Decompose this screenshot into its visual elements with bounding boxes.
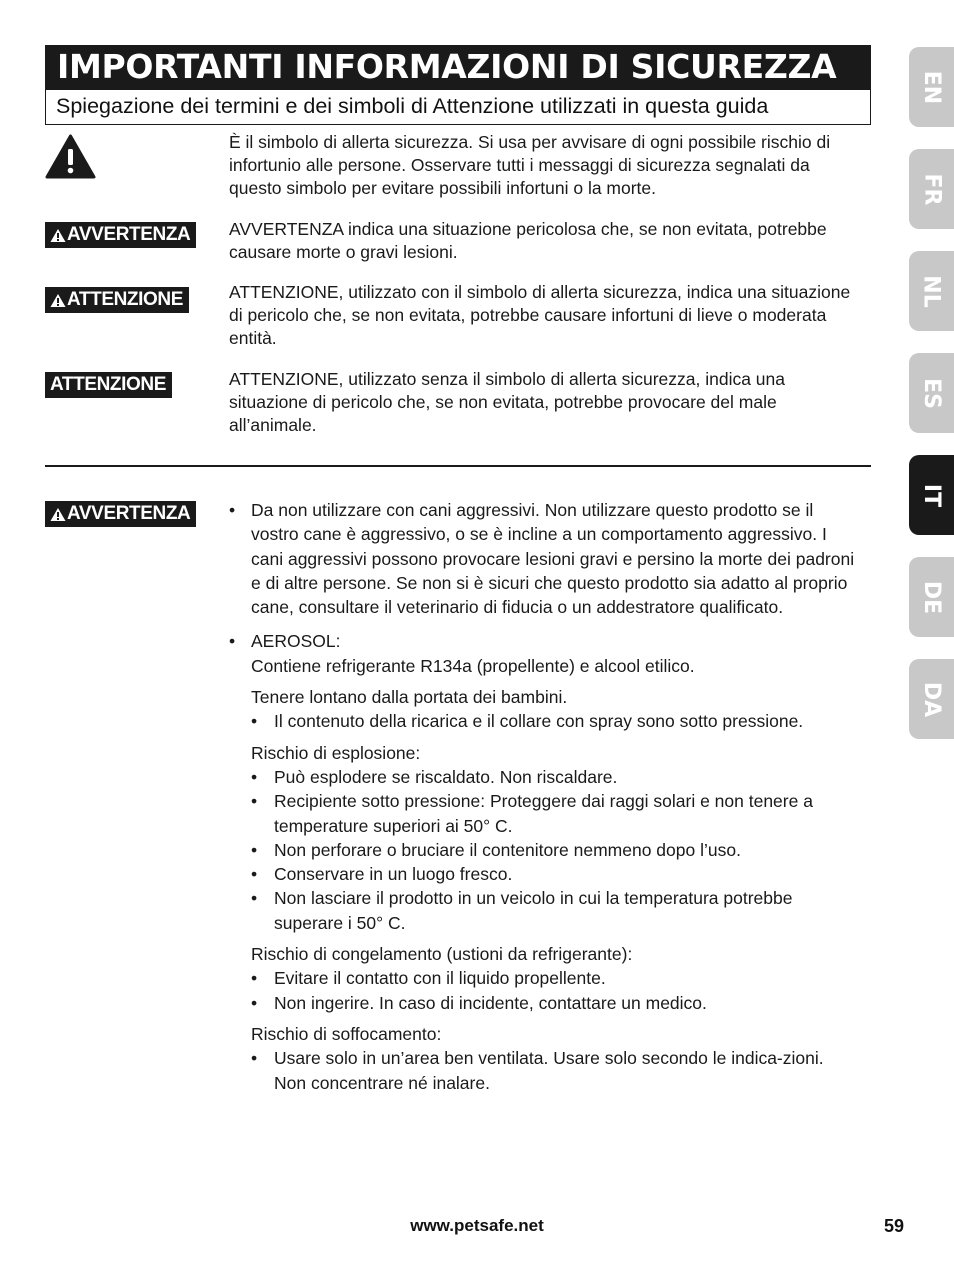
section-divider xyxy=(45,465,871,467)
footer-url: www.petsafe.net xyxy=(410,1216,544,1235)
page-subtitle: Spiegazione dei termini e dei simboli di Attenzione utilizzati in questa guida xyxy=(45,89,871,125)
sub-list-item: • Conservare in un luogo fresco. xyxy=(251,864,513,885)
warning-triangle-icon xyxy=(50,228,66,243)
tab-fr[interactable]: FR xyxy=(909,149,954,229)
tab-nl[interactable]: NL xyxy=(909,251,954,331)
list-item: • Da non utilizzare con cani aggressivi. Non utilizzare questo prodotto se il vostro cane è aggressivo, o se è incline a un comportamento aggressivo. I cani aggressivi possono provocare lesioni gravi e persino la morte dei padroni e di altre persone. Se non si è sicuri che questo prodotto sia adatto al proprio cane, consultare il veterinario di fiducia o un addestratore qualificato. xyxy=(229,500,855,618)
children-warning: Tenere lontano dalla portata dei bambini. xyxy=(251,687,568,708)
avvertenza-label: AVVERTENZA xyxy=(45,222,196,248)
warning-triangle-icon xyxy=(50,293,66,308)
definition-text: ATTENZIONE, utilizzato senza il simbolo di allerta sicurezza, indica una situazione di pericolo che, se non evitata, potrebbe provocare del male all’animale. xyxy=(229,369,786,435)
list-item-aerosol xyxy=(229,629,859,1094)
definition-text: È il simbolo di allerta sicurezza. Si usa per avvisare di ogni possibile rischio di infortunio alle persone. Osservare tutti i messaggi di sicurezza segnalati da questo simbolo per evitare possibili infortuni o la morte. xyxy=(229,132,831,198)
aerosol-line: Contiene refrigerante R134a (propellente) e alcool etilico. xyxy=(251,655,695,676)
avvertenza-label: AVVERTENZA xyxy=(45,501,196,527)
tab-en[interactable]: EN xyxy=(909,47,954,127)
warning-triangle-icon xyxy=(50,507,66,522)
sub-list-item: • Non ingerire. In caso di incidente, contattare un medico. xyxy=(251,992,707,1013)
suffocation-title: Rischio di soffocamento: xyxy=(251,1023,442,1044)
explosion-title: Rischio di esplosione: xyxy=(251,742,421,763)
sub-list-item: • Usare solo in un’area ben ventilata. Usare solo secondo le indica-zioni. Non concentrare né inalare. xyxy=(251,1048,824,1093)
bullet: • xyxy=(229,500,236,520)
attenzione-label: ATTENZIONE xyxy=(45,287,189,313)
warning-list xyxy=(229,498,859,1095)
sub-list-item: • Evitare il contatto con il liquido propellente. xyxy=(251,968,606,989)
definition-text: AVVERTENZA indica una situazione pericolosa che, se non evitata, potrebbe causare morte o gravi lesioni. xyxy=(229,219,827,262)
sub-list-item: • Non perforare o bruciare il contenitore nemmeno dopo l’uso. xyxy=(251,839,741,860)
freeze-title: Rischio di congelamento (ustioni da refrigerante): xyxy=(251,944,633,965)
definition-text: ATTENZIONE, utilizzato con il simbolo di allerta sicurezza, indica una situazione di pericolo che, se non evitata, potrebbe causare infortuni di lieve o moderata entità. xyxy=(229,282,851,348)
sub-list-item: • Può esplodere se riscaldato. Non riscaldare. xyxy=(251,766,618,787)
tab-de[interactable]: DE xyxy=(909,557,954,637)
warning-triangle-icon xyxy=(45,134,96,179)
tab-es[interactable]: ES xyxy=(909,353,954,433)
sub-list-item: • Il contenuto della ricarica e il collare con spray sono sotto pressione. xyxy=(251,711,804,732)
tab-da[interactable]: DA xyxy=(909,659,954,739)
tab-it[interactable]: IT xyxy=(909,455,954,535)
sub-list-item: • Non lasciare il prodotto in un veicolo in cui la temperatura potrebbe superare i 50° C. xyxy=(251,888,793,933)
sub-list-item: • Recipiente sotto pressione: Proteggere dai raggi solari e non tenere a temperature superiori ai 50° C. xyxy=(251,791,813,836)
bullet: • xyxy=(229,631,236,652)
attenzione-label-plain: ATTENZIONE xyxy=(45,372,172,398)
aerosol-title: AEROSOL: xyxy=(251,631,341,652)
page-number: 59 xyxy=(884,1216,905,1236)
page-title: IMPORTANTI INFORMAZIONI DI SICUREZZA xyxy=(45,45,871,89)
